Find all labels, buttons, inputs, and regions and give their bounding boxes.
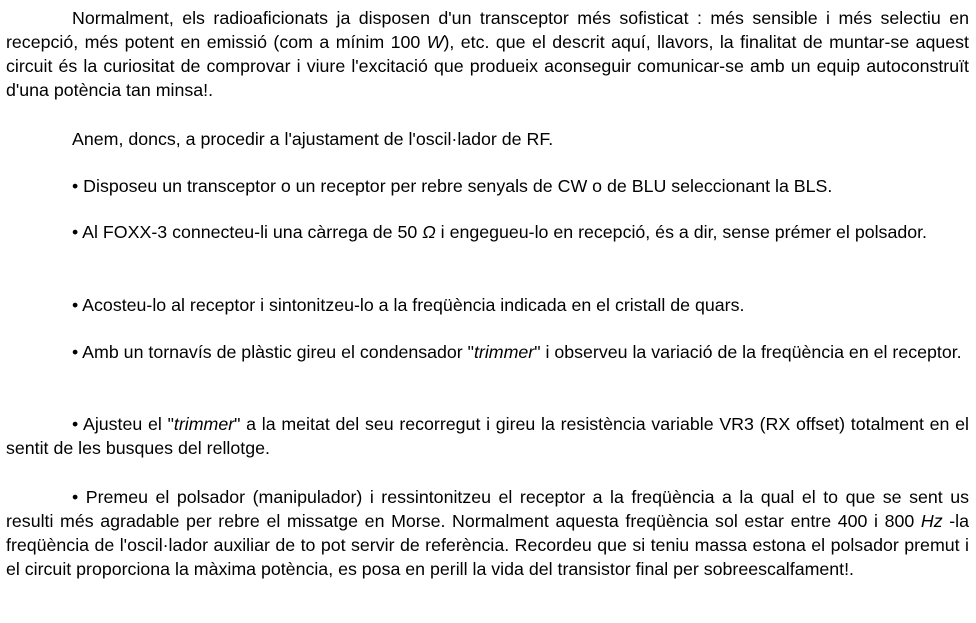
bullet-item-trimmer-adjust-text-a: • Ajusteu el " <box>72 414 174 434</box>
unit-watts: W <box>426 32 444 52</box>
paragraph-intro-text-b: ), etc. que el descrit aquí, llavors, la finalitat de muntar-se aquest circuit és la curiositat de comprovar i viure l'excitació que produeix aconseguir comunicar-se amb un equip autoconstruït d'una potència tan minsa!. <box>6 32 969 100</box>
unit-hertz: Hz <box>920 511 943 531</box>
bullet-item-trimmer-rotate <box>6 340 969 364</box>
bullet-item-transceiver <box>6 174 969 198</box>
bullet-item-trimmer-adjust <box>6 412 969 460</box>
paragraph-procedure-intro <box>6 127 969 151</box>
bullet-item-trimmer-adjust-text-b: " a la meitat del seu recorregut i gireu la resistència variable VR3 (RX offset) totalment en el sentit de les busques del rellotge. <box>6 414 970 458</box>
term-trimmer: trimmer <box>473 342 535 362</box>
bullet-item-trimmer-rotate-text-b: " i observeu la variació de la freqüència en el receptor. <box>534 342 962 362</box>
bullet-item-key <box>6 485 969 581</box>
paragraph-intro-text-a: Normalment, els radioaficionats ja disposen d'un transceptor més sofisticat : més sensible i més selectiu en recepció, més potent en emissió (com a mínim 100 <box>6 8 969 52</box>
bullet-item-tune-text: • Acosteu-lo al receptor i sintonitzeu-lo a la freqüència indicada en el cristall de quars. <box>72 295 745 315</box>
paragraph-procedure-intro-text: Anem, doncs, a procedir a l'ajustament de l'oscil·lador de RF. <box>72 129 554 149</box>
bullet-item-load <box>6 220 969 244</box>
term-trimmer: trimmer <box>173 414 235 434</box>
paragraph-intro <box>6 6 969 102</box>
bullet-item-key-text-b: -la freqüència de l'oscil·lador auxiliar de to pot servir de referència. Recordeu que si teniu massa estona el polsador premut i el circuit proporciona la màxima potència, es posa en perill la vida del transistor final per sobreescalfament!. <box>6 511 969 579</box>
bullet-item-load-text-a: • Al FOXX-3 connecteu-li una càrrega de 50 <box>72 222 423 242</box>
bullet-item-transceiver-text: • Disposeu un transceptor o un receptor per rebre senyals de CW o de BLU seleccionant la BLS. <box>72 176 833 196</box>
bullet-item-trimmer-rotate-text-a: • Amb un tornavís de plàstic gireu el condensador " <box>72 342 474 362</box>
bullet-item-tune <box>6 293 969 317</box>
bullet-item-load-text-b: i engegueu-lo en recepció, és a dir, sense prémer el polsador. <box>435 222 927 242</box>
unit-ohm: Ω <box>422 222 436 242</box>
bullet-item-key-text-a: • Premeu el polsador (manipulador) i ressintonitzeu el receptor a la freqüència a la qual el to que se sent us resulti més agradable per rebre el missatge en Morse. Normalment aquesta freqüència sol estar entre 400 i 800 <box>6 487 969 531</box>
